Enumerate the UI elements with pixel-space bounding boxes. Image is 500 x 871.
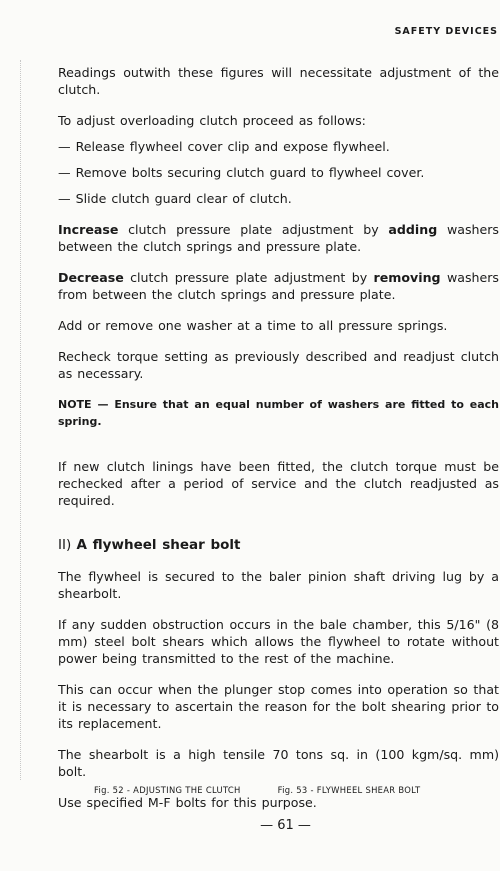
paragraph: If any sudden obstruction occurs in the bale chamber, this 5/16" (8 mm) steel bolt shears which allows the flywheel to rotate without power being transmitted to the rest of the machine. [58, 617, 499, 666]
text-run: washers from between the clutch springs and pressure plate. [58, 270, 499, 302]
binding-margin [20, 60, 21, 780]
increase-paragraph [58, 221, 499, 255]
step-item: — Slide clutch guard clear of clutch. [58, 191, 292, 206]
paragraph: Readings outwith these figures will necessitate adjustment of the clutch. [58, 65, 499, 97]
note-text: — Ensure that an equal number of washers are fitted to each spring. [58, 398, 499, 428]
paragraph: Recheck torque setting as previously described and readjust clutch as necessary. [58, 349, 499, 381]
body-text [58, 64, 499, 811]
paragraph: The shearbolt is a high tensile 70 tons sq. in (100 kgm/sq. mm) bolt. [58, 747, 499, 779]
page-number: — 61 — [260, 818, 311, 833]
section-heading [58, 537, 499, 554]
text-run: washers between the clutch springs and pressure plate. [58, 222, 499, 254]
figure-captions [94, 785, 420, 795]
bold-term: Increase [58, 222, 119, 237]
bold-term: removing [373, 270, 441, 285]
paragraph: The flywheel is secured to the baler pinion shaft driving lug by a shearbolt. [58, 569, 499, 601]
paragraph: This can occur when the plunger stop comes into operation so that it is necessary to ascertain the reason for the bolt shearing prior to its replacement. [58, 682, 499, 731]
note-label: NOTE [58, 398, 92, 411]
caption-fig53: Fig. 53 - FLYWHEEL SHEAR BOLT [277, 785, 421, 795]
text-run: clutch pressure plate adjustment by [123, 270, 374, 285]
paragraph: To adjust overloading clutch proceed as follows: [58, 113, 366, 128]
step-item: — Remove bolts securing clutch guard to flywheel cover. [58, 165, 425, 180]
paragraph: Use specified M-F bolts for this purpose. [58, 795, 317, 810]
note [58, 396, 499, 430]
paragraph: If new clutch linings have been fitted, the clutch torque must be rechecked after a period of service and the clutch readjusted as required. [58, 459, 499, 508]
paragraph: Add or remove one washer at a time to all pressure springs. [58, 318, 448, 333]
caption-fig52: Fig. 52 - ADJUSTING THE CLUTCH [94, 785, 241, 795]
running-header: SAFETY DEVICES [394, 26, 498, 37]
bold-term: adding [388, 222, 438, 237]
bold-term: Decrease [58, 270, 124, 285]
section-title: A flywheel shear bolt [76, 537, 241, 553]
step-item: — Release flywheel cover clip and expose flywheel. [58, 139, 390, 154]
decrease-paragraph [58, 269, 499, 303]
text-run: clutch pressure plate adjustment by [118, 222, 389, 237]
section-number: II) [58, 537, 77, 553]
